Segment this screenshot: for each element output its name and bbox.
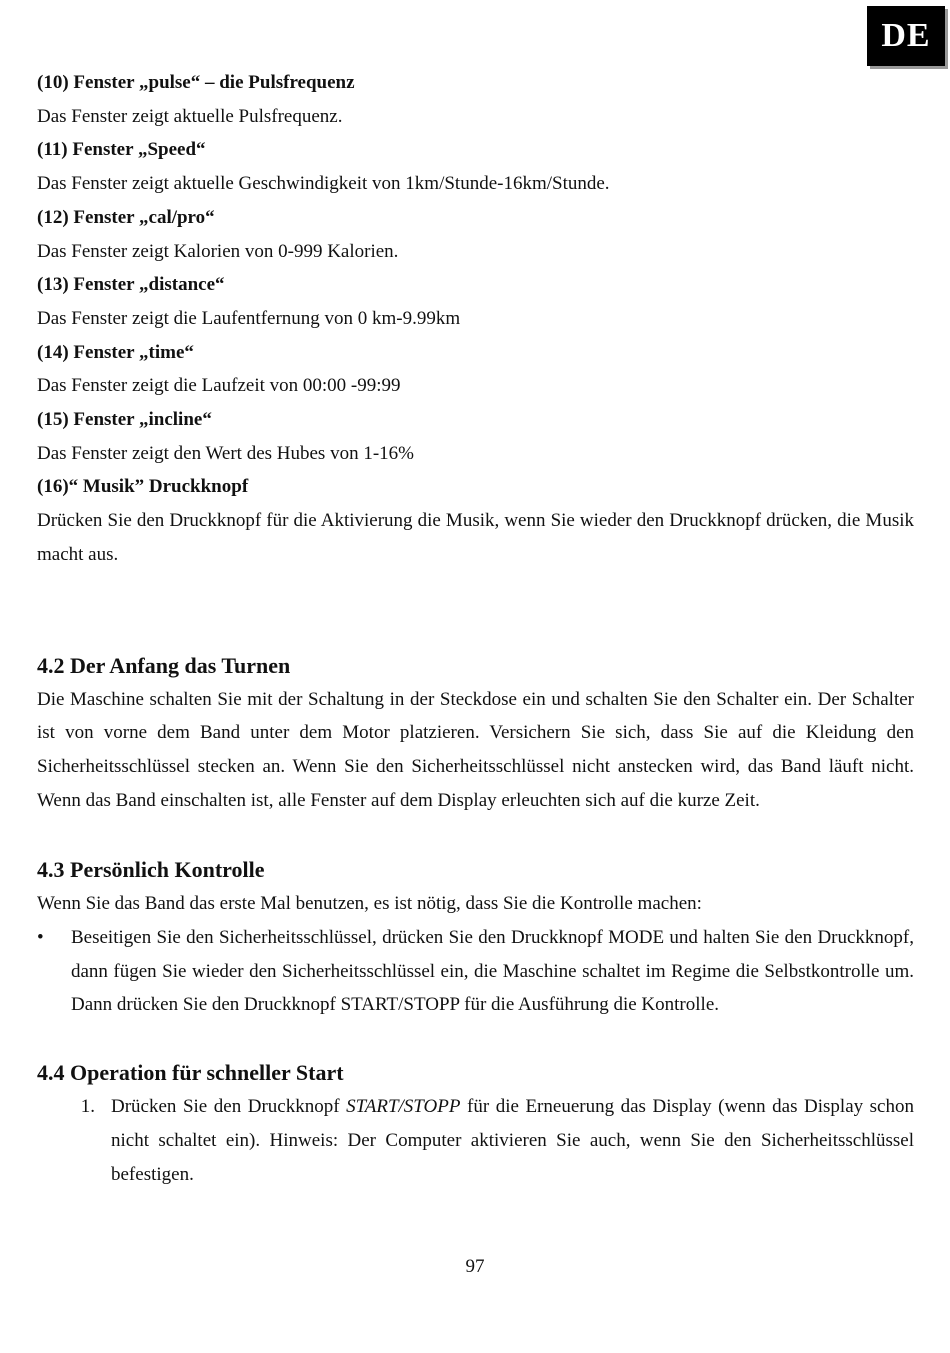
item-title-music: (16)“ Musik” Druckknopf <box>37 476 249 498</box>
item-desc-distance: Das Fenster zeigt die Laufentfernung von 0 km-9.99km <box>37 307 461 329</box>
language-badge: DE <box>867 6 945 66</box>
section-heading-4-3: 4.3 Persönlich Kontrolle <box>37 857 265 883</box>
step-text-post: für die Erneuerung das Display (wenn das Display schon nicht schaltet ein). Hinweis: Der Computer aktivieren Sie auch, wenn Sie den Sicherheitsschlüssel befestigen. <box>111 1096 914 1185</box>
step-text <box>95 1090 914 1191</box>
item-desc-speed: Das Fenster zeigt aktuelle Geschwindigkeit von 1km/Stunde-16km/Stunde. <box>37 173 610 195</box>
page-number: 97 <box>465 1256 485 1277</box>
item-title-incline: (15) Fenster „incline“ <box>37 409 212 431</box>
item-title-pulse: (10) Fenster „pulse“ – die Pulsfrequenz <box>37 72 355 93</box>
page-content <box>37 66 914 1191</box>
item-desc-music: Drücken Sie den Druckknopf für die Aktivierung die Musik, wenn Sie wieder den Druckknopf drücken, die Musik macht aus. <box>37 510 914 565</box>
item-title-cal: (12) Fenster „cal/pro“ <box>37 206 215 228</box>
bullet-text: Beseitigen Sie den Sicherheitsschlüssel, drücken Sie den Druckknopf MODE und halten Sie den Druckknopf, dann fügen Sie wieder den Sicherheitsschlüssel ein, die Maschine schaltet im Regime die Selbstkontrolle um. Dann drücken Sie den Druckknopf START/STOPP für die Ausführung die Kontrolle. <box>71 927 914 1016</box>
bullet-item <box>37 921 914 1022</box>
section-heading-4-2: 4.2 Der Anfang das Turnen <box>37 652 291 678</box>
step-number: 1. <box>80 1096 95 1118</box>
item-desc-incline: Das Fenster zeigt den Wert des Hubes von 1-16% <box>37 442 414 464</box>
section-heading-4-4: 4.4 Operation für schneller Start <box>37 1060 344 1086</box>
section-body-4-2: Die Maschine schalten Sie mit der Schaltung in der Steckdose ein und schalten Sie den Schalter ein. Der Schalter ist von vorne dem Band unter dem Motor platzieren. Versichern Sie sich, dass Sie auf die Kleidung den Sicherheitsschlüssel stecken an. Wenn Sie den Sicherheitsschlüssel nicht anstecken wird, das Band läuft nicht. Wenn das Band einschalten ist, alle Fenster auf dem Display erleuchten sich auf die kurze Zeit. <box>37 688 914 811</box>
bullet-icon: • <box>37 927 44 949</box>
item-title-time: (14) Fenster „time“ <box>37 341 194 363</box>
item-title-speed: (11) Fenster „Speed“ <box>37 139 206 161</box>
step-text-pre: Drücken Sie den Druckknopf <box>111 1096 347 1118</box>
numbered-item <box>37 1090 914 1191</box>
item-title-distance: (13) Fenster „distance“ <box>37 274 225 296</box>
item-desc-pulse: Das Fenster zeigt aktuelle Pulsfrequenz. <box>37 105 343 127</box>
section-intro-4-3: Wenn Sie das Band das erste Mal benutzen, es ist nötig, dass Sie die Kontrolle machen: <box>37 893 702 915</box>
item-desc-time: Das Fenster zeigt die Laufzeit von 00:00 -99:99 <box>37 375 401 397</box>
item-desc-cal: Das Fenster zeigt Kalorien von 0-999 Kalorien. <box>37 240 399 262</box>
step-text-emphasis: START/STOPP <box>346 1096 461 1118</box>
